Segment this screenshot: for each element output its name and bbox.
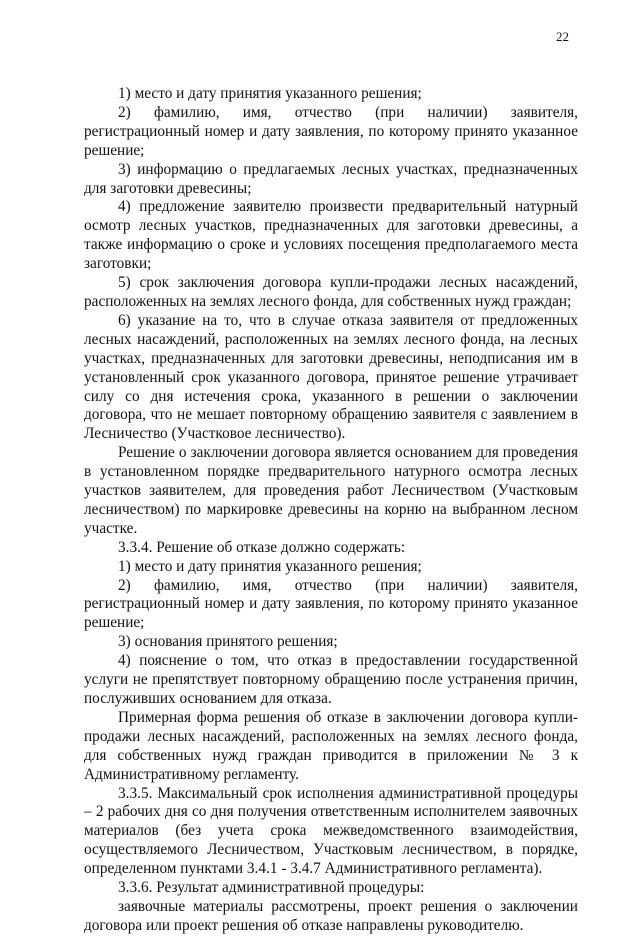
paragraph: заявочные материалы рассмотрены, проект решения о заключении договора или проект решения об отказе направлены руководителю. <box>84 897 578 934</box>
section-heading: 3.3.4. Решение об отказе должно содержать: <box>118 538 406 556</box>
paragraph: 1) место и дату принятия указанного решения; <box>118 85 422 102</box>
section-heading: 3.3.6. Результат административной процедуры: <box>118 879 425 897</box>
paragraph: 3) основания принятого решения; <box>118 633 338 651</box>
paragraph: Примерная форма решения об отказе в заключении договора купли-продажи лесных насаждений, расположенных на землях лесного фонда, для собственных нужд граждан приводится в приложении № 3 к Административному регламенту. <box>84 708 578 783</box>
paragraph: 3) информацию о предлагаемых лесных участках, предназначенных для заготовки древесины; <box>84 160 578 197</box>
page-number: 22 <box>556 29 569 44</box>
paragraph: Решение о заключении договора является основанием для проведения в установленном порядке предварительного натурного осмотра лесных участков заявителем, для проведения работ Лесничеством (Участковым лесничеством) по маркировке древесины на корню на выбранном лесном участке. <box>84 444 578 537</box>
paragraph: 5) срок заключения договора купли-продажи лесных насаждений, расположенных на землях лесного фонда, для собственных нужд граждан; <box>84 274 578 310</box>
paragraph: 2) фамилию, имя, отчество (при наличии) заявителя, регистрационный номер и дату заявления, по которому принято указанное решение; <box>84 576 578 632</box>
document-body <box>84 85 578 936</box>
paragraph: 4) предложение заявителю произвести предварительный натурный осмотр лесных участков, предназначенных для заготовки древесины, а также информацию о сроке и условиях посещения предполагаемого места заготовки; <box>84 198 578 273</box>
section-paragraph: 3.3.5. Максимальный срок исполнения административной процедуры – 2 рабочих дня со дня получения ответственным исполнителем заявочных материалов (без учета срока межведомственного взаимодействия, осуществляемого Лесничеством, Участковым лесничеством, в порядке, определенном пунктами 3.4.1 - 3.4.7 Административного регламента). <box>84 784 578 878</box>
paragraph: 6) указание на то, что в случае отказа заявителя от предложенных лесных насаждений, расположенных на землях лесного фонда, на лесных участках, предназначенных для заготовки древесины, неподписания им в установленный срок указанного договора, принятое решение утрачивает силу со дня истечения срока, указанного в решении о заключении договора, что не мешает повторному обращению заявителя с заявлением в Лесничество (Участковое лесничество). <box>84 311 578 443</box>
paragraph: 1) место и дату принятия указанного решения; <box>118 557 422 575</box>
paragraph: 2) фамилию, имя, отчество (при наличии) заявителя, регистрационный номер и дату заявления, по которому принято указанное решение; <box>84 103 578 159</box>
paragraph: 4) пояснение о том, что отказ в предоставлении государственной услуги не препятствует повторному обращению после устранения причин, послуживших основанием для отказа. <box>84 652 578 707</box>
